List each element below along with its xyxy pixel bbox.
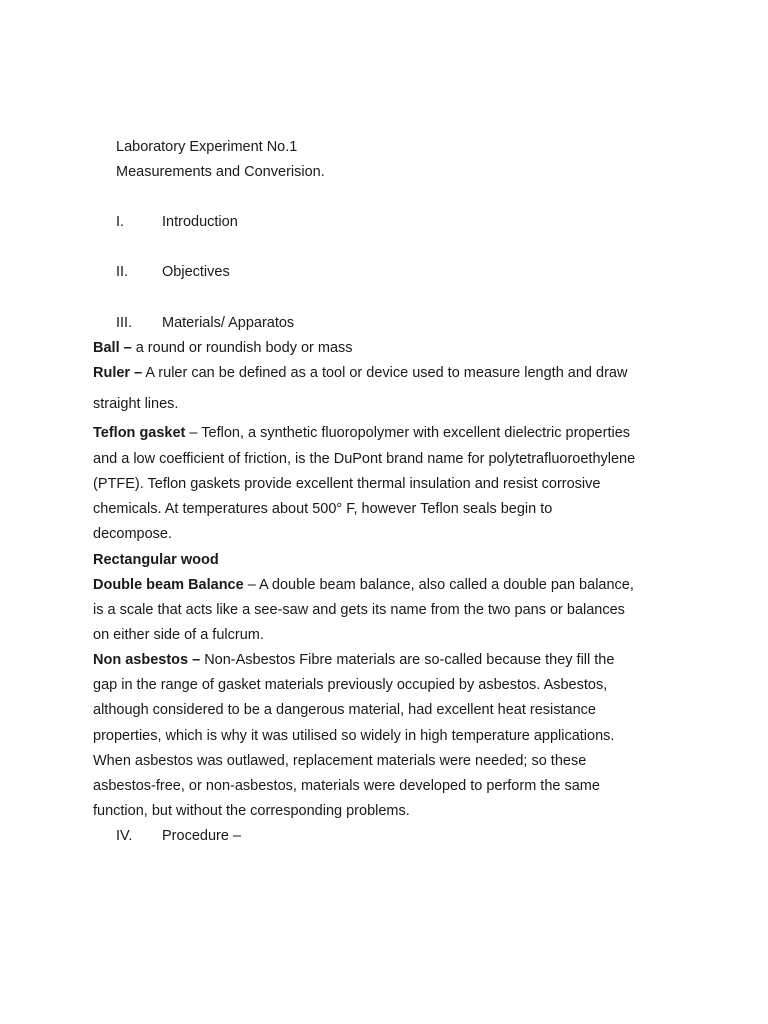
material-teflon-gasket	[93, 426, 630, 441]
section-number: IV.	[116, 828, 133, 844]
section-title: Introduction	[162, 214, 238, 230]
document-subtitle: Measurements and Converision.	[116, 164, 325, 180]
material-term: Rectangular wood	[93, 552, 219, 568]
material-description: Non-Asbestos Fibre materials are so-called because they fill the	[204, 652, 615, 668]
material-term: Ruler –	[93, 365, 143, 381]
paragraph-line: and a low coefficient of friction, is the DuPont brand name for polytetrafluoroethylene	[93, 451, 636, 467]
material-ruler	[93, 366, 627, 381]
paragraph-line: properties, which is why it was utilised so widely in high temperature applications.	[93, 728, 615, 744]
paragraph-line: (PTFE). Teflon gaskets provide excellent thermal insulation and resist corrosive	[93, 476, 601, 492]
paragraph-line: gap in the range of gasket materials previously occupied by asbestos. Asbestos,	[93, 677, 608, 693]
section-title: Procedure –	[162, 828, 241, 844]
section-number: I.	[116, 214, 125, 230]
material-double-beam-balance	[93, 578, 634, 593]
material-term: Ball –	[93, 340, 132, 356]
section-number: III.	[116, 315, 133, 331]
material-term: Non asbestos –	[93, 652, 201, 668]
section-title: Objectives	[162, 264, 230, 280]
paragraph-line: decompose.	[93, 526, 172, 542]
paragraph-line: asbestos-free, or non-asbestos, materials were developed to perform the same	[93, 778, 600, 794]
paragraph-line: is a scale that acts like a see-saw and gets its name from the two pans or balances	[93, 602, 625, 618]
paragraph-line: When asbestos was outlawed, replacement materials were needed; so these	[93, 753, 587, 769]
paragraph-line: chemicals. At temperatures about 500° F, however Teflon seals begin to	[93, 501, 553, 517]
paragraph-line: function, but without the corresponding problems.	[93, 803, 410, 819]
paragraph-line: although considered to be a dangerous material, had excellent heat resistance	[93, 702, 596, 718]
material-description: a round or roundish body or mass	[135, 340, 353, 356]
material-non-asbestos	[93, 653, 614, 668]
material-ball	[93, 341, 353, 356]
material-description: – A double beam balance, also called a double pan balance,	[247, 577, 634, 593]
material-term: Teflon gasket	[93, 425, 186, 441]
material-description: A ruler can be defined as a tool or device used to measure length and draw	[145, 365, 628, 381]
document-title: Laboratory Experiment No.1	[116, 139, 298, 155]
paragraph-line: on either side of a fulcrum.	[93, 627, 264, 643]
material-rectangular-wood	[93, 553, 219, 568]
paragraph-line: straight lines.	[93, 396, 179, 412]
material-description: – Teflon, a synthetic fluoropolymer with excellent dielectric properties	[189, 425, 631, 441]
section-title: Materials/ Apparatos	[162, 315, 295, 331]
section-number: II.	[116, 264, 129, 280]
material-term: Double beam Balance	[93, 577, 244, 593]
